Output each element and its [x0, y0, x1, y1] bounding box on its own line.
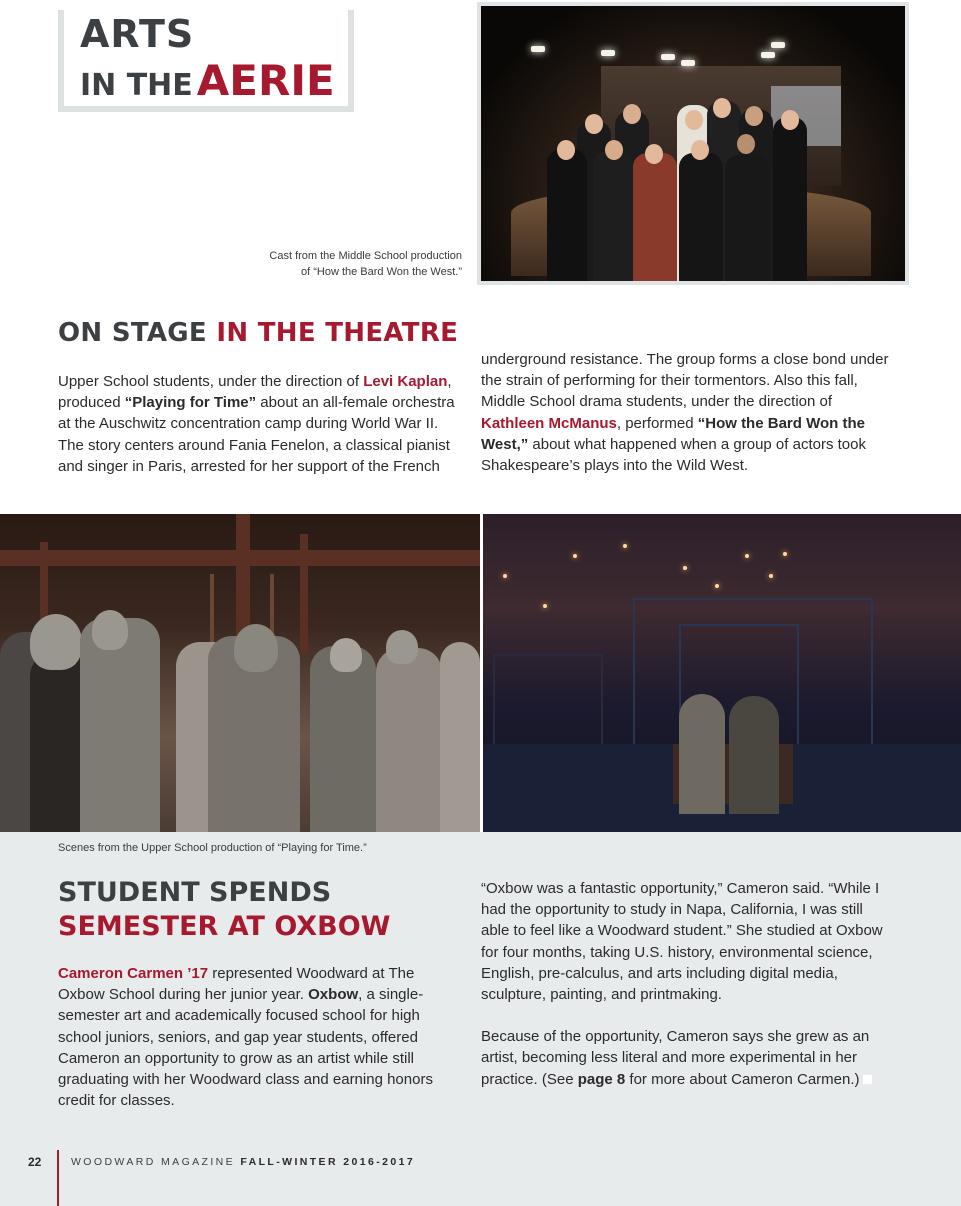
- masthead-aerie: AERIE: [196, 56, 335, 105]
- footer-magazine-title: WOODWARD MAGAZINE FALL-WINTER 2016-2017: [71, 1156, 416, 1168]
- cast-photo: [481, 6, 905, 281]
- masthead-arts: ARTS: [80, 12, 200, 56]
- masthead-in-the: IN THE: [80, 68, 193, 103]
- page-number: 22: [28, 1155, 42, 1169]
- director-name-kathleen: Kathleen McManus: [481, 414, 617, 432]
- director-name-levi: Levi Kaplan: [363, 373, 448, 390]
- oxbow-growth-paragraph: Because of the opportunity, Cameron says she grew as an artist, becoming less literal and more experimental in her practice. (See page 8 for more about Cameron Carmen.): [481, 1026, 891, 1090]
- oxbow-column-left: Cameron Carmen ’17 represented Woodward at The Oxbow School during her junior year. Oxbow, a single-semester art and academically focused school for high school juniors, seniors, and gap year students, offered Cameron an opportunity to grow as an artist while still graduating with her Woodward class and earning honors credit for classes.: [58, 965, 433, 1110]
- playing-for-time-photo-left: [0, 514, 480, 832]
- theatre-column-left: Upper School students, under the direction of Levi Kaplan, produced “Playing for Time” about an all-female orchestra at the Auschwitz concentration camp during World War II. The story centers around Fania Fenelon, a classical pianist and singer in Paris, arrested for her support of the French: [58, 373, 455, 475]
- end-mark-icon: [863, 1075, 872, 1084]
- scenes-caption: Scenes from the Upper School production of “Playing for Time.”: [58, 842, 367, 854]
- theatre-column-right: underground resistance. The group forms a close bond under the strain of performing for their tormentors. Also this fall, Middle School drama students, under the direction of Kathleen McManus, performed “How the Bard Won the West,” about what happened when a group of actors took Shakespeare’s plays into the Wild West.: [481, 351, 889, 475]
- play-title-bard: “How the Bard Won the West,”: [481, 414, 865, 453]
- cast-photo-frame: [477, 2, 909, 285]
- oxbow-heading: STUDENT SPENDS SEMESTER AT OXBOW: [58, 877, 391, 942]
- cast-photo-caption: Cast from the Middle School production of “How the Bard Won the West.”: [269, 250, 462, 278]
- masthead-line2: [80, 56, 335, 105]
- theatre-heading: ON STAGE IN THE THEATRE: [58, 318, 459, 348]
- student-name-cameron: Cameron Carmen ’17: [58, 965, 209, 982]
- oxbow-quote-paragraph: “Oxbow was a fantastic opportunity,” Cameron said. “While I had the opportunity to study in Napa, California, I was still able to feel like a Woodward student.” She studied at Oxbow for four months, taking U.S. history, environmental science, English, pre-calculus, and arts including digital media, sculpture, painting, and printmaking.: [481, 880, 883, 1004]
- play-title-playing-for-time: “Playing for Time”: [124, 394, 257, 412]
- masthead-logo: [58, 10, 354, 112]
- oxbow-column-right: [481, 878, 891, 1090]
- playing-for-time-photo-right: [483, 514, 961, 832]
- oxbow-bold: Oxbow: [308, 986, 359, 1004]
- footer-rule: [57, 1150, 59, 1206]
- page-8-reference: page 8: [577, 1070, 626, 1088]
